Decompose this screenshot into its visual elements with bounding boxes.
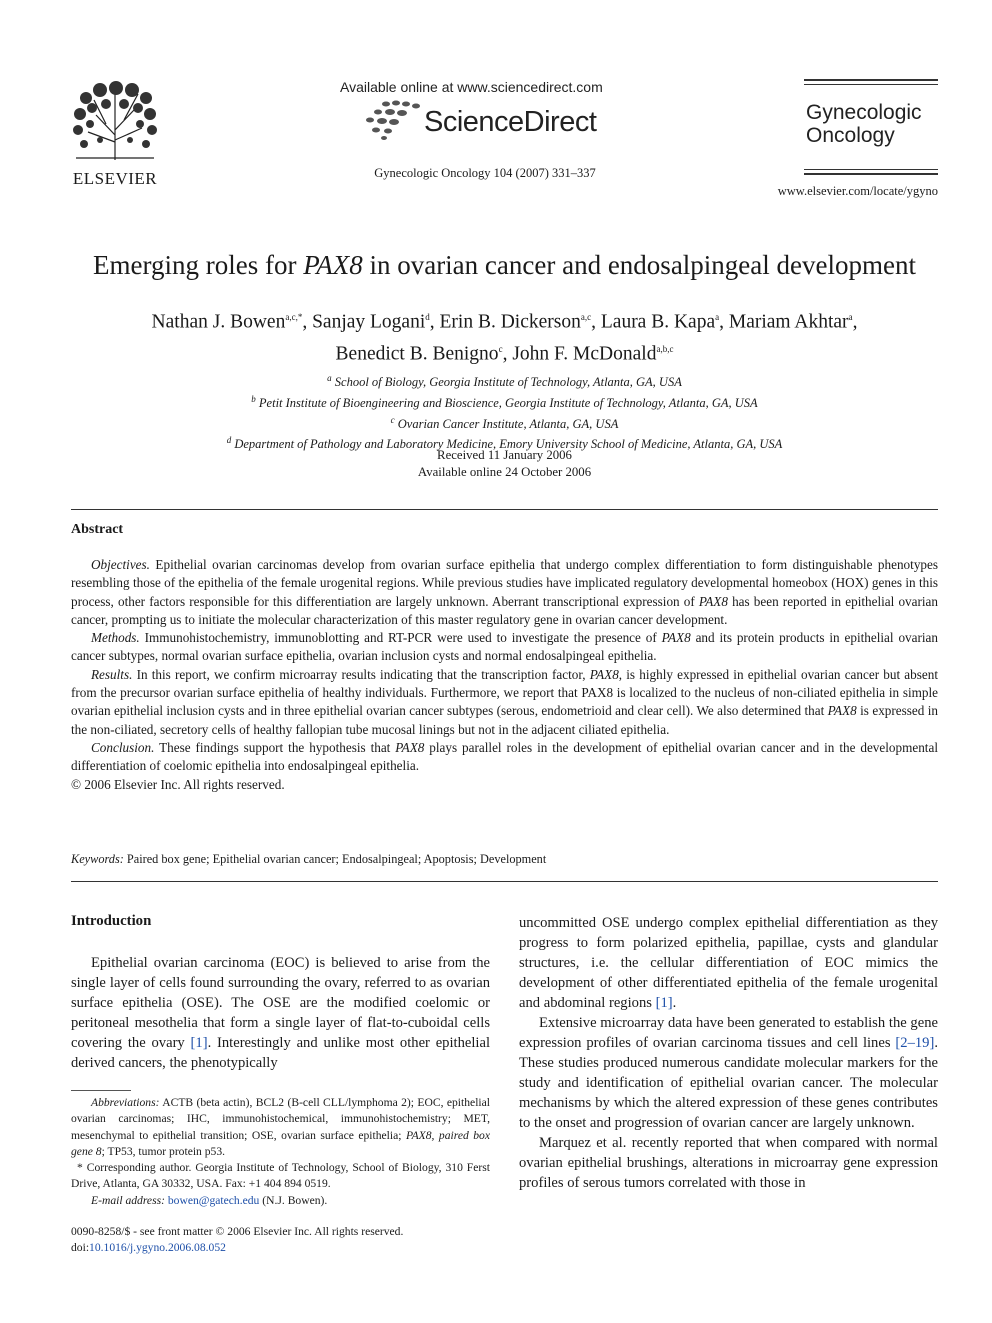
online-date: Available online 24 October 2006 <box>417 465 592 479</box>
abstract-copyright: © 2006 Elsevier Inc. All rights reserved. <box>71 776 285 792</box>
doi-line <box>71 1240 490 1256</box>
intro-heading: Introduction <box>71 913 152 929</box>
author-aff: a,c <box>580 312 592 322</box>
author-sep: , <box>429 311 440 333</box>
affiliation-key: a <box>327 373 332 383</box>
email-label: E-mail address: <box>91 1193 165 1207</box>
abstract-section <box>71 522 938 794</box>
author-aff: a <box>848 312 853 322</box>
sciencedirect-dots-icon <box>364 100 422 140</box>
affiliation-key: d <box>226 435 232 446</box>
journal-name <box>806 101 922 147</box>
intro-paragraph-1 <box>71 953 490 1073</box>
intro-paragraph-2 <box>519 1013 938 1133</box>
citation-link[interactable]: [1] <box>190 1035 208 1051</box>
gene-name: PAX8 <box>661 630 691 646</box>
conclusion-label: Conclusion. <box>91 739 155 755</box>
objectives-text: Epithelial ovarian carcinomas develop from ovarian surface epithelia that undergo complex differentiation to form distinguishable phenotypes resembling those of the epithelia of the female urogenital regions. While previous studies have implicated regulatory developmental homeobox (HOX) genes in this process, other factors responsible for this differentiation are largely unknown. Aberrant transcriptional expression of <box>71 557 938 609</box>
results-text: In this report, we confirm microarray results indicating that the transcription factor, <box>132 666 590 682</box>
intro-text: Extensive microarray data have been generated to establish the gene expression profiles of ovarian carcinoma tissues and cell lines <box>519 1015 938 1051</box>
intro-paragraph-3: Marquez et al. recently reported that when compared with normal ovarian epithelial brushings, alterations in microarray gene expression profiles of serous tumors correlated with those in <box>519 1135 938 1191</box>
journal-box-bottom-rule-2 <box>804 173 938 175</box>
doi-label: doi: <box>71 1241 90 1255</box>
footnote-rule <box>71 1090 131 1091</box>
title-pre: Emerging roles for <box>93 250 304 280</box>
affiliation <box>0 391 992 412</box>
body-top-rule <box>71 881 938 882</box>
abbreviations-text-end: ; TP53, tumor protein p53. <box>101 1144 226 1158</box>
abbreviations-label: Abbreviations: <box>91 1096 160 1109</box>
p1-continuation: uncommitted OSE undergo complex epithelial differentiation as they progress to form polarized epithelia, papillae, cysts and glandular structures, i.e. the cellular differentiation of EOC mimics the development of other differentiated epithelia of the female urogenital and abdominal regions <box>519 915 938 1011</box>
author-aff: a,c,* <box>285 312 303 322</box>
keywords <box>71 852 938 867</box>
sciencedirect-wordmark: ScienceDirect <box>424 106 597 138</box>
abstract-heading: Abstract <box>71 522 124 537</box>
affiliation-text: Ovarian Cancer Institute, Atlanta, GA, USA <box>397 416 619 431</box>
journal-box-bottom-rule <box>804 169 938 170</box>
author-aff: c <box>498 343 503 354</box>
conclusion-text: plays parallel roles in the development of epithelial ovarian cancer and in the developmental differentiation of coelomic epithelia into endosalpingeal epithelia. <box>71 739 938 774</box>
abstract-top-rule <box>71 509 938 510</box>
citation-link[interactable]: [1] <box>655 995 673 1011</box>
journal-box-top-rule-2 <box>804 84 938 85</box>
author-sep: , <box>852 311 858 333</box>
results-text: is expressed in the non-ciliated, secretory cells of healthy fallopian tube mucosal linings but not in the adjacent ciliated epithelia. <box>71 703 938 737</box>
received-date: Received 11 January 2006 <box>437 448 572 462</box>
author-sep: , <box>591 311 601 333</box>
affiliation-text: Department of Pathology and Laboratory Medicine, Emory University School of Medicine, Atlanta, GA, USA <box>234 437 783 452</box>
methods-text-end: and its protein products in epithelial ovarian cancer subtypes, normal ovarian surface epithelia, ovarian inclusion cysts and normal endosalpingeal epithelia. <box>71 630 938 664</box>
gene-name: PAX8 <box>827 703 857 719</box>
objectives-text-end: has been reported in epithelial ovarian cancer, prompting us to initiate the molecular characterization of this master regulatory gene in ovarian cancer development. <box>71 593 938 627</box>
author[interactable]: Laura B. Kapa <box>600 311 716 333</box>
author[interactable]: Nathan J. Bowen <box>151 311 286 333</box>
affiliation-text: Petit Institute of Bioengineering and Bioscience, Georgia Institute of Technology, Atlanta, GA, USA <box>258 395 758 410</box>
gene-name: PAX8 <box>589 666 619 682</box>
author[interactable]: Sanjay Logani <box>312 311 426 333</box>
issn-line: 0090-8258/$ - see front matter © 2006 Elsevier Inc. All rights reserved. <box>71 1225 404 1238</box>
results-label: Results. <box>91 666 133 682</box>
author-line-2 <box>50 336 959 368</box>
methods-label: Methods. <box>91 630 140 646</box>
publisher-name: ELSEVIER <box>72 169 158 188</box>
author-sep: , <box>719 311 729 333</box>
author-aff: d <box>425 312 430 322</box>
article-title <box>0 250 992 281</box>
citation-link[interactable]: [2–19] <box>895 1035 935 1051</box>
author-sep: , <box>302 311 313 333</box>
journal-box-top-rule <box>804 79 938 81</box>
elsevier-tree-icon <box>66 80 164 162</box>
doi-link[interactable]: 10.1016/j.ygyno.2006.08.052 <box>89 1241 226 1255</box>
right-column <box>519 913 938 1193</box>
intro-text: . These studies produced numerous candidate molecular markers for the study and identification of epithelial ovarian cancer. The molecular mechanisms by which the altered expression of these genes contributes to the onset and progression of ovarian cancer are largely unknown. <box>519 1035 938 1131</box>
available-online-text: Available online at www.sciencedirect.com <box>340 79 603 95</box>
author-list <box>50 304 959 367</box>
affiliation-key: c <box>390 414 395 425</box>
article-dates <box>0 447 992 481</box>
affiliation-text: School of Biology, Georgia Institute of Technology, Atlanta, GA, USA <box>334 375 682 390</box>
methods-text: Immunohistochemistry, immunoblotting and RT-PCR were used to investigate the presence of <box>139 630 662 646</box>
gene-name: PAX8 <box>395 739 425 755</box>
abstract-results <box>71 666 938 739</box>
title-post: in ovarian cancer and endosalpingeal development <box>362 250 916 280</box>
conclusion-text: These findings support the hypothesis that <box>154 739 396 755</box>
sciencedirect-logo[interactable] <box>364 100 624 140</box>
corresponding-author: * Corresponding author. Georgia Institute of Technology, School of Biology, 310 Ferst Drive, Atlanta, GA 30332, USA. Fax: +1 404 894 0519. <box>71 1161 490 1191</box>
author[interactable]: Mariam Akhtar <box>728 311 849 333</box>
left-column <box>71 953 490 1073</box>
author-line-1 <box>50 304 959 336</box>
front-matter <box>71 1224 490 1257</box>
intro-text: . <box>672 995 677 1011</box>
email-tail: (N.J. Bowen). <box>259 1193 328 1207</box>
author[interactable]: John F. McDonald <box>512 343 657 364</box>
abbreviations-text: ACTB (beta actin), BCL2 (B-cell CLL/lymphoma 2); EOC, epithelial ovarian carcinomas; IHC, immunohistochemical, immunohistochemistry; MET, mesenchymal to epithelial transition; OSE, ovarian surface epithelia; <box>71 1096 490 1142</box>
author-aff: a <box>715 312 720 322</box>
affiliation <box>0 412 992 433</box>
intro-text: Epithelial ovarian carcinoma (EOC) is believed to arise from the single layer of cells found surrounding the ovary, referred to as ovarian surface epithelia (OSE). The OSE are the modified coelomic or peritoneal mesothelia that form a single layer of flat-to-cuboidal cells covering the ovary <box>71 955 490 1051</box>
gene-name: PAX8 <box>698 593 728 609</box>
keywords-label: Keywords: <box>71 852 124 866</box>
abstract-objectives <box>71 556 938 629</box>
journal-citation: Gynecologic Oncology 104 (2007) 331–337 <box>374 166 596 180</box>
affiliations <box>0 370 992 453</box>
author[interactable]: Benedict B. Benigno <box>335 343 499 364</box>
footnotes <box>71 1095 490 1209</box>
intro-paragraph-1-cont <box>519 913 938 1013</box>
abstract-methods <box>71 629 938 666</box>
keywords-text: Paired box gene; Epithelial ovarian cancer; Endosalpingeal; Apoptosis; Development <box>123 852 547 866</box>
title-gene: PAX8 <box>303 250 363 280</box>
journal-url[interactable]: www.elsevier.com/locate/ygyno <box>777 184 938 198</box>
author-sep: , <box>502 343 513 364</box>
abstract-conclusion <box>71 739 938 776</box>
email-line <box>71 1193 490 1209</box>
objectives-label: Objectives. <box>91 557 150 572</box>
email-link[interactable]: bowen@gatech.edu <box>167 1193 260 1207</box>
intro-text: . Interestingly and unlike most other epithelial derived cancers, the phenotypically <box>71 1035 491 1071</box>
affiliation-key: b <box>251 393 256 404</box>
abbreviations-gene: PAX8, paired box gene 8 <box>71 1128 490 1158</box>
journal-name-line2: Oncology <box>806 124 895 147</box>
abbreviations-footnote <box>71 1095 490 1160</box>
author-aff: a,b,c <box>656 343 674 354</box>
affiliation <box>0 370 992 391</box>
results-text: , is highly expressed in epithelial ovarian cancer but absent from the precursor ovarian surface epithelia of healthy individuals. Furthermore, we report that PAX8 is localized to the nucleus of non-ciliated epithelia in simple ovarian epithelial inclusion cysts and in three epithelial ovarian cancer subtypes (serous, endometrioid and clear cell). We also determined that <box>71 666 938 719</box>
journal-name-line1: Gynecologic <box>806 101 922 124</box>
elsevier-logo <box>66 80 164 188</box>
author[interactable]: Erin B. Dickerson <box>439 311 581 333</box>
